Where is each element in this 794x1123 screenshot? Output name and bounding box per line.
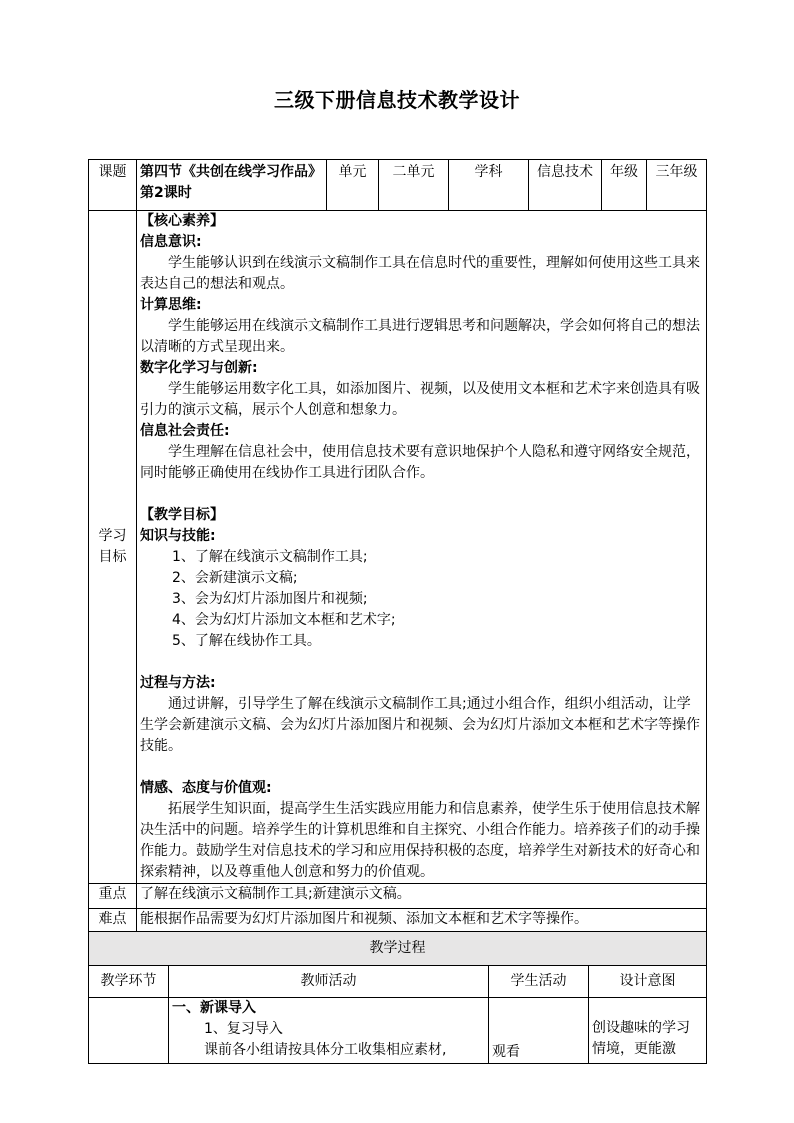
- teacher-text: 课前各小组请按具体分工收集相应素材,: [204, 1042, 447, 1058]
- knowledge-item: 3、会为幻灯片添加图片和视频;: [172, 591, 368, 607]
- teacher-activity-cell: [169, 998, 489, 1064]
- core-item-heading: 计算思维:: [140, 297, 202, 313]
- grade-label: 年级: [602, 160, 647, 211]
- stage-cell: [89, 998, 169, 1064]
- process-title: 教学过程: [89, 932, 707, 966]
- unit-label: 单元: [327, 160, 379, 211]
- key-point-row: [89, 884, 707, 909]
- objectives-label: [89, 211, 137, 884]
- core-item-heading: 数字化学习与创新:: [140, 360, 258, 376]
- core-item-text: 学生能够认识到在线演示文稿制作工具在信息时代的重要性，理解如何使用这些工具来表达自己的想法和观点。: [140, 255, 700, 292]
- header-stage: 教学环节: [89, 966, 169, 998]
- student-activity-text: 观看: [492, 1044, 520, 1060]
- objectives-label-line1: 学习: [98, 528, 127, 544]
- process-title-row: [89, 932, 707, 966]
- student-activity-cell: [489, 998, 589, 1064]
- teacher-subheading: 1、复习导入: [204, 1021, 283, 1037]
- emotion-values-text: 拓展学生知识面，提高学生生活实践应用能力和信息素养，使学生乐于使用信息技术解决生活中的问题。培养学生的计算机思维和自主探究、小组合作能力。培养孩子们的动手操作能力。鼓励学生对信息技术的学习和应用保持积极的态度，培养学生对新技术的好奇心和探索精神，以及尊重他人创意和努力的价值观。: [140, 801, 700, 880]
- process-method-heading: 过程与方法:: [140, 675, 216, 691]
- document-title: 三级下册信息技术教学设计: [274, 88, 520, 112]
- difficulty-label: 难点: [89, 909, 137, 934]
- objectives-content: [137, 211, 707, 884]
- teaching-process-table: [88, 931, 707, 1064]
- teaching-goals-header: 【教学目标】: [140, 507, 224, 523]
- key-point-text: 了解在线演示文稿制作工具;新建演示文稿。: [137, 884, 707, 909]
- subject-label: 学科: [449, 160, 529, 211]
- design-intent-text: 创设趣味的学习情境，更能激: [592, 1020, 690, 1057]
- knowledge-item: 1、了解在线演示文稿制作工具;: [172, 549, 368, 565]
- core-item-heading: 信息意识:: [140, 234, 202, 250]
- subject-value: 信息技术: [529, 160, 602, 211]
- header-teacher: 教师活动: [169, 966, 489, 998]
- teacher-heading: 一、新课导入: [172, 1000, 256, 1016]
- objectives-row: [89, 211, 707, 884]
- knowledge-item: 2、会新建演示文稿;: [172, 570, 298, 586]
- emotion-values-heading: 情感、态度与价值观:: [140, 780, 272, 796]
- header-student: 学生活动: [489, 966, 589, 998]
- info-row: [89, 160, 707, 211]
- knowledge-heading: 知识与技能:: [140, 528, 216, 544]
- core-item-heading: 信息社会责任:: [140, 423, 230, 439]
- objectives-label-line2: 目标: [98, 549, 127, 565]
- design-intent-cell: [589, 998, 707, 1064]
- knowledge-item: 4、会为幻灯片添加文本框和艺术字;: [172, 612, 396, 628]
- process-row: [89, 998, 707, 1064]
- core-item-text: 学生能够运用在线演示文稿制作工具进行逻辑思考和问题解决，学会如何将自己的想法以清晰的方式呈现出来。: [140, 318, 700, 355]
- core-literacy-header: 【核心素养】: [140, 213, 224, 229]
- core-item-text: 学生能够运用数字化工具，如添加图片、视频，以及使用文本框和艺术字来创造具有吸引力的演示文稿，展示个人创意和想象力。: [140, 381, 700, 418]
- topic-value: 第四节《共创在线学习作品》第2课时: [137, 160, 327, 211]
- core-item-text: 学生理解在信息社会中，使用信息技术要有意识地保护个人隐私和遵守网络安全规范，同时能够正确使用在线协作工具进行团队合作。: [140, 444, 700, 481]
- key-point-label: 重点: [89, 884, 137, 909]
- process-method-text: 通过讲解，引导学生了解在线演示文稿制作工具;通过小组合作，组织小组活动，让学生学会新建演示文稿、会为幻灯片添加图片和视频、会为幻灯片添加文本框和艺术字等操作技能。: [140, 696, 700, 754]
- topic-label: 课题: [89, 160, 137, 211]
- difficulty-row: [89, 909, 707, 934]
- lesson-info-table: [88, 159, 707, 934]
- process-header-row: [89, 966, 707, 998]
- difficulty-text: 能根据作品需要为幻灯片添加图片和视频、添加文本框和艺术字等操作。: [137, 909, 707, 934]
- knowledge-item: 5、了解在线协作工具。: [172, 633, 321, 649]
- unit-value: 二单元: [379, 160, 449, 211]
- header-intent: 设计意图: [589, 966, 707, 998]
- grade-value: 三年级: [647, 160, 707, 211]
